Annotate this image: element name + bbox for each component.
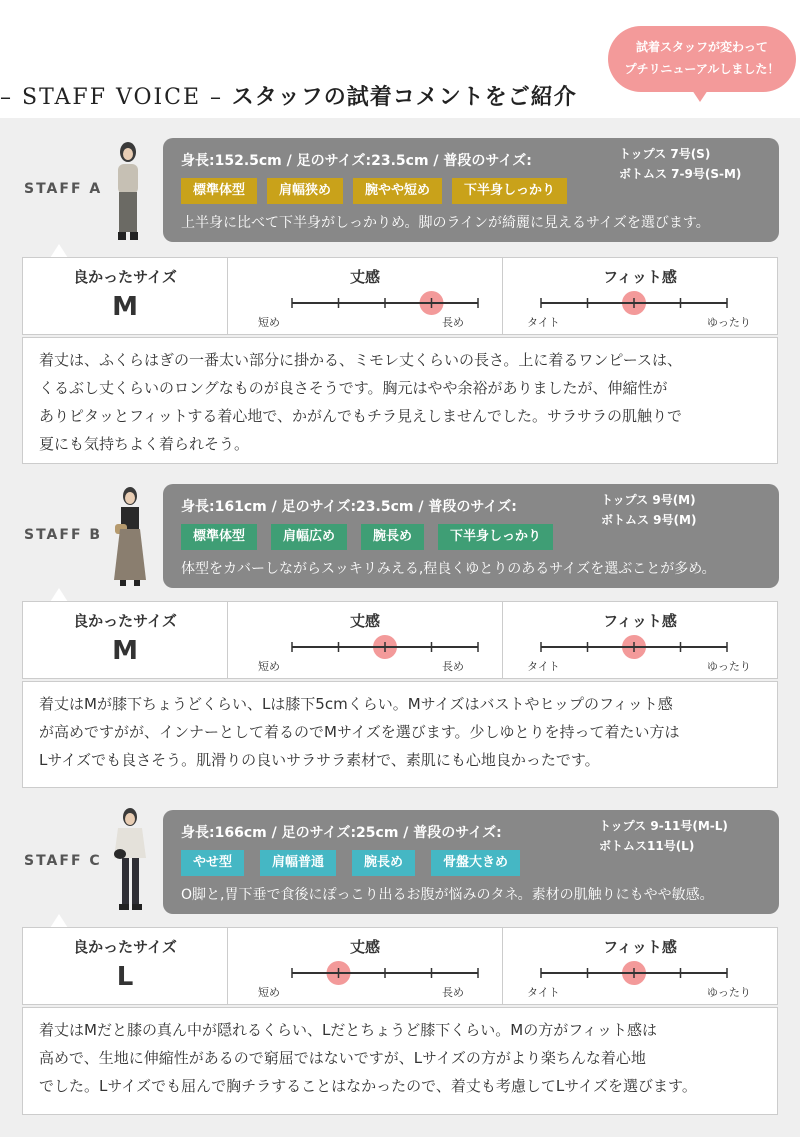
staff-label: STAFF A bbox=[24, 181, 103, 197]
card-pointer bbox=[50, 914, 68, 928]
bubble-line-1: 試着スタッフが変わって bbox=[636, 40, 768, 54]
length-title: 丈感 bbox=[349, 612, 380, 630]
card-pointer bbox=[50, 244, 68, 258]
staff-b-figure bbox=[108, 484, 152, 590]
fit-title: フィット感 bbox=[603, 612, 677, 630]
comment-line: ありピタッとフィットする着心地で、かがんでもチラ見えしませんでした。サラサラの肌触りで bbox=[39, 407, 683, 425]
body-tag: 肩幅広め bbox=[271, 524, 347, 550]
page-title bbox=[0, 80, 577, 111]
fit-scale bbox=[502, 602, 777, 678]
comment-line: でした。Lサイズでも屈んで胸チラすることはなかったので、着丈も考慮してLサイズを選びます。 bbox=[39, 1077, 697, 1095]
usual-sizes bbox=[619, 144, 741, 184]
body-tag: 腕やや短め bbox=[353, 178, 442, 204]
length-scale bbox=[227, 258, 502, 334]
fit-left-label: タイト bbox=[527, 316, 560, 329]
renewal-bubble bbox=[608, 26, 796, 92]
comment-line: 高めで、生地に伸縮性があるので窮屈ではないですが、Lサイズの方がより楽ちんな着心地 bbox=[39, 1049, 646, 1067]
good-size-cell bbox=[23, 602, 227, 678]
good-size-cell bbox=[23, 258, 227, 334]
tops-size: トップス 7号(S) bbox=[619, 147, 711, 161]
measurements: 身長:166cm / 足のサイズ:25cm / 普段のサイズ: bbox=[181, 825, 502, 841]
body-tag: 下半身しっかり bbox=[438, 524, 553, 550]
length-left-label: 短め bbox=[258, 986, 280, 999]
rating-row bbox=[22, 927, 778, 1005]
rating-row bbox=[22, 257, 778, 335]
page-header bbox=[0, 0, 800, 118]
staff-info-card bbox=[163, 138, 779, 242]
good-size-value: M bbox=[112, 636, 138, 666]
good-size-title: 良かったサイズ bbox=[73, 268, 177, 286]
staff-comment bbox=[22, 337, 778, 464]
fit-title: フィット感 bbox=[603, 268, 677, 286]
fit-right-label: ゆったり bbox=[707, 316, 751, 329]
length-right-label: 長め bbox=[442, 316, 464, 329]
staff-label: STAFF B bbox=[24, 527, 103, 543]
comment-line: 夏にも気持ちよく着られそう。 bbox=[39, 435, 250, 453]
comment-line: 着丈は、ふくらはぎの一番太い部分に掛かる、ミモレ丈くらいの長さ。上に着るワンピースは、 bbox=[39, 351, 683, 369]
body-note: 体型をカバーしながらスッキリみえる,程良くゆとりのあるサイズを選ぶことが多め。 bbox=[181, 561, 716, 577]
length-right-label: 長め bbox=[442, 986, 464, 999]
staff-info-card bbox=[163, 810, 779, 914]
comment-line: くるぶし丈くらいのロングなものが良さそうです。胸元はやや余裕がありましたが、伸縮性が bbox=[39, 379, 668, 397]
comment-line: が高めですがが、インナーとして着るのでMサイズを選びます。少しゆとりを持って着たい方は bbox=[39, 723, 680, 741]
fit-title: フィット感 bbox=[603, 938, 677, 956]
measurements: 身長:152.5cm / 足のサイズ:23.5cm / 普段のサイズ: bbox=[181, 153, 532, 169]
staff-info-card bbox=[163, 484, 779, 588]
body-type-tags bbox=[181, 524, 553, 550]
length-left-label: 短め bbox=[258, 316, 280, 329]
staff-a-figure bbox=[108, 140, 148, 244]
length-title: 丈感 bbox=[349, 268, 380, 286]
staff-comment bbox=[22, 1007, 778, 1115]
body-tag: やせ型 bbox=[181, 850, 244, 876]
body-tag: 腕長め bbox=[352, 850, 415, 876]
staff-c-figure bbox=[106, 806, 154, 916]
bubble-line-2: プチリニューアルしました！ bbox=[624, 62, 780, 76]
bottoms-size: ボトムス 9号(M) bbox=[601, 513, 697, 527]
length-left-label: 短め bbox=[258, 660, 280, 673]
comment-line: Lサイズでも良さそう。肌滑りの良いサラサラ素材で、素肌にも心地良かったです。 bbox=[39, 751, 600, 769]
good-size-cell bbox=[23, 928, 227, 1004]
fit-scale bbox=[502, 258, 777, 334]
tops-size: トップス 9-11号(M-L) bbox=[599, 819, 728, 833]
length-scale bbox=[227, 602, 502, 678]
comment-line: 着丈はMが膝下ちょうどくらい、Lは膝下5cmくらい。Mサイズはバストやヒップのフィット感 bbox=[39, 695, 673, 713]
body-note: O脚と,胃下垂で食後にぽっこり出るお腹が悩みのタネ。素材の肌触りにもやや敏感。 bbox=[181, 887, 714, 903]
usual-sizes bbox=[599, 816, 728, 856]
good-size-value: L bbox=[116, 962, 134, 992]
title-jp: スタッフの試着コメントをご紹介 bbox=[231, 85, 577, 110]
fit-right-label: ゆったり bbox=[707, 660, 751, 673]
good-size-value: M bbox=[112, 292, 138, 322]
good-size-title: 良かったサイズ bbox=[73, 938, 177, 956]
bottoms-size: ボトムス11号(L) bbox=[599, 839, 695, 853]
good-size-title: 良かったサイズ bbox=[73, 612, 177, 630]
body-note: 上半身に比べて下半身がしっかりめ。脚のラインが綺麗に見えるサイズを選びます。 bbox=[181, 215, 710, 231]
body-tag: 下半身しっかり bbox=[452, 178, 567, 204]
length-right-label: 長め bbox=[442, 660, 464, 673]
body-tag: 肩幅狭め bbox=[267, 178, 343, 204]
body-tag: 標準体型 bbox=[181, 178, 257, 204]
bottoms-size: ボトムス 7-9号(S-M) bbox=[619, 167, 742, 181]
fit-scale bbox=[502, 928, 777, 1004]
body-type-tags bbox=[181, 178, 567, 204]
staff-label: STAFF C bbox=[24, 853, 102, 869]
length-title: 丈感 bbox=[349, 938, 380, 956]
usual-sizes bbox=[601, 490, 696, 530]
rating-row bbox=[22, 601, 778, 679]
card-pointer bbox=[50, 588, 68, 602]
comment-line: 着丈はMだと膝の真ん中が隠れるくらい、Lだとちょうど膝下くらい。Mの方がフィット感は bbox=[39, 1021, 658, 1039]
title-en: – STAFF VOICE – bbox=[0, 85, 224, 110]
length-scale bbox=[227, 928, 502, 1004]
tops-size: トップス 9号(M) bbox=[601, 493, 696, 507]
body-tag: 標準体型 bbox=[181, 524, 257, 550]
fit-left-label: タイト bbox=[527, 986, 560, 999]
staff-comment bbox=[22, 681, 778, 788]
fit-left-label: タイト bbox=[527, 660, 560, 673]
body-type-tags bbox=[181, 850, 520, 876]
body-tag: 肩幅普通 bbox=[260, 850, 336, 876]
body-tag: 腕長め bbox=[361, 524, 424, 550]
measurements: 身長:161cm / 足のサイズ:23.5cm / 普段のサイズ: bbox=[181, 499, 517, 515]
body-tag: 骨盤大きめ bbox=[431, 850, 520, 876]
fit-right-label: ゆったり bbox=[707, 986, 751, 999]
